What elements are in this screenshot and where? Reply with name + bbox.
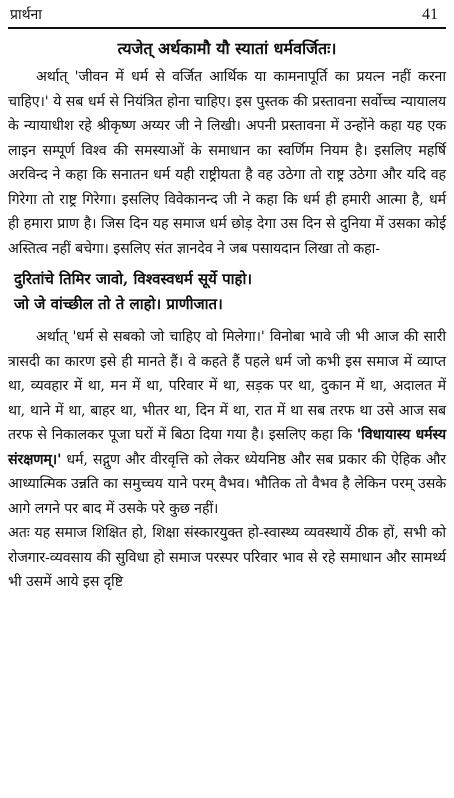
header-rule [8,27,446,29]
paragraph-1: अर्थात् 'जीवन में धर्म से वर्जित आर्थिक या कामनापूर्ति का प्रयत्न नहीं करना चाहिए।' ये सब धर्म से नियंत्रित होना चाहिए। इस पुस्तक की प्रस्तावना सर्वोच्च न्यायालय के न्यायाधीश रहे श्रीकृष्ण अय्यर जी ने लिखी। अपनी प्रस्तावना में उन्होंने कहा यह एक लाइन सम्पूर्ण विश्व की समस्याओं के समाधान का स्वर्णिम नियम है। इसलिए महर्षि अरविन्द ने कहा कि सनातन धर्म यही राष्ट्रीयता है वह उठेगा तो राष्ट्र उठेगा और यदि वह गिरेगा तो राष्ट्र गिरेगा। इसलिए विवेकानन्द जी ने कहा कि धर्म ही हमारी आत्मा है, धर्म ही हमारा प्राण है। जिस दिन यह समाज धर्म छोड़ देगा उस दिन से दुनिया में उसका कोई अस्तित्व नहीं बचेगा। इसलिए संत ज्ञानदेव ने जब पसायदान लिखा तो कहा- [8,69,446,257]
page-number: 41 [422,6,438,23]
paragraph-2-text-a: अर्थात् 'धर्म से सबको जो चाहिए वो मिलेगा।' विनोबा भावे जी भी आज की सारी त्रासदी का कारण इसे ही मानते हैं। वे कहते हैं पहले धर्म जो कभी इस समाज में व्याप्त था, व्यवहार में था, मन में था, परिवार में था, सड़क पर था, दुकान में था, अदालत में था, थाने में था, बाहर था, भीतर था, दिन में था, रात में था सब तरफ था उसे आज सब तरफ से निकालकर पूजा घरों में बिठा दिया गया है। इसलिए कहा कि [8,329,446,443]
verse-line-1: दुरितांचे तिमिर जावो, विश्वस्वधर्म सूर्ये पाहो। [14,270,253,288]
paragraph-2 [8,325,446,521]
verse-line-2: जो जे वांच्छील तो ते लाहो। प्राणीजात। [14,295,223,313]
running-header [8,0,446,24]
bold-quote: 'विधायास्य धर्मस्य संरक्षणम्।' [8,427,446,468]
sanskrit-verse: त्यजेत् अर्थकामौ यौ स्यातां धर्मवर्जितः। [117,39,337,58]
marathi-verse [14,267,446,317]
chapter-title: प्रार्थना [10,7,42,23]
paragraph-2-text-b: धर्म, सद्गुण और वीरवृत्ति को लेकर ध्येयनिष्ठ और सब प्रकार की ऐहिक और आध्यात्मिक उन्नति का समुच्चय याने परम् वैभव। भौतिक तो वैभव है लेकिन परम् उसके आगे लगने पर बाद में उसके परे कुछ नहीं। [8,451,446,517]
paragraph-3: अतः यह समाज शिक्षित हो, शिक्षा संस्कारयुक्त हो-स्वास्थ्य व्यवस्थायें ठीक हों, सभी को रोजगार-व्यवसाय की सुविधा हो समाज परस्पर परिवार भाव से रहे समाधान और सामर्थ्य भी उसमें आये इस दृष्टि [8,525,446,590]
